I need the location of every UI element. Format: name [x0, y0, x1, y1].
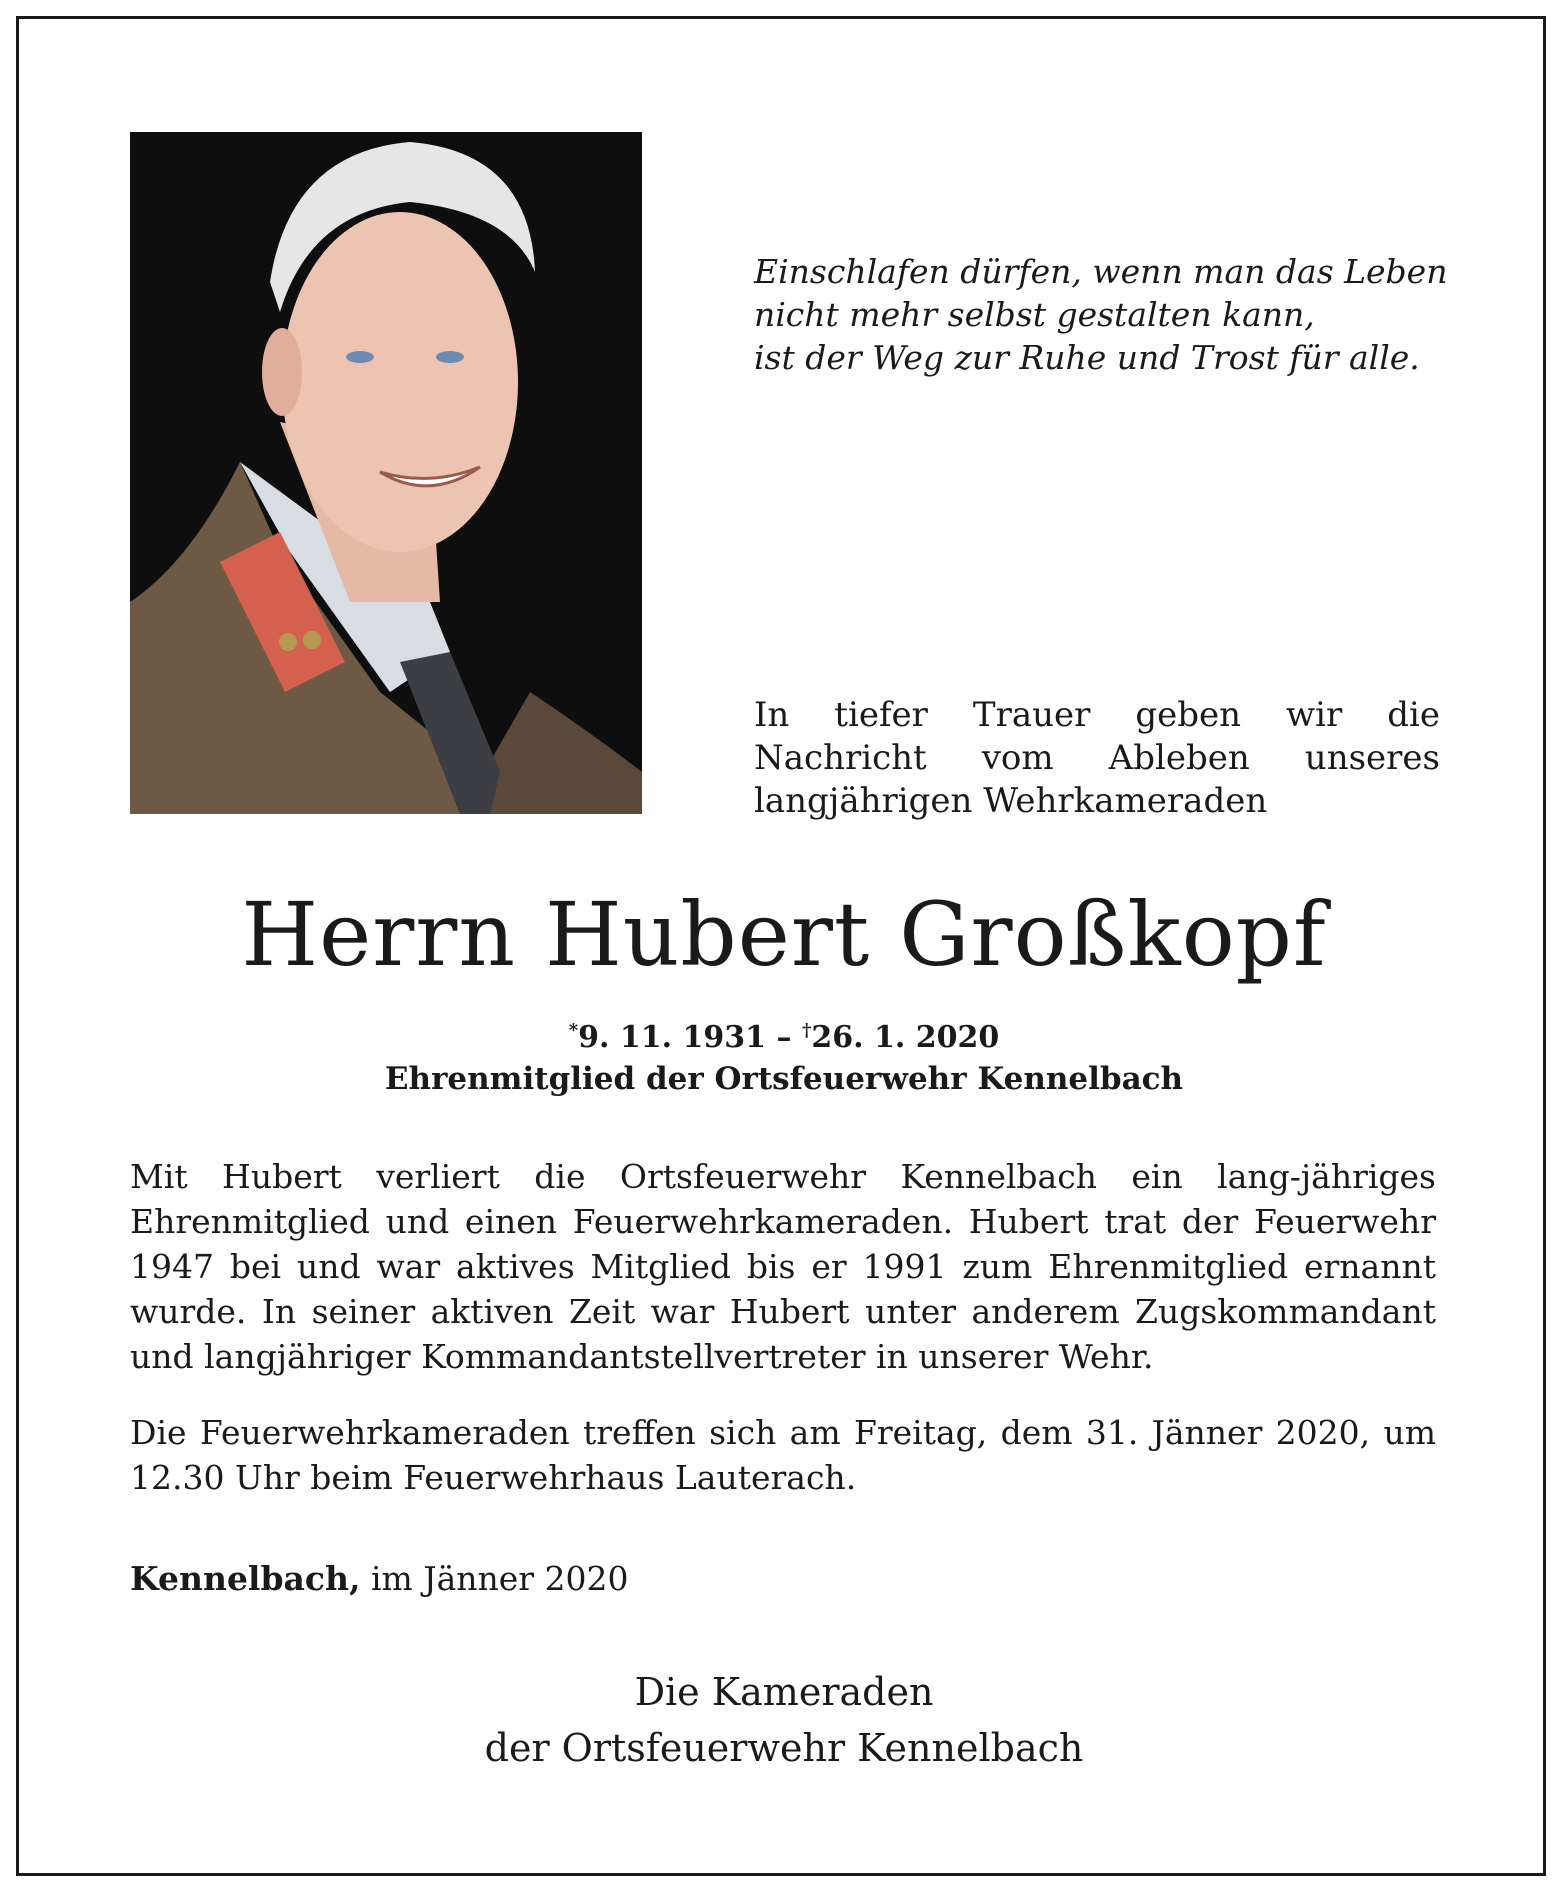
place-date-text: im Jänner 2020: [360, 1559, 629, 1598]
signature: [0, 1664, 1568, 1776]
motto-line: nicht mehr selbst gestalten kann,: [754, 295, 1315, 334]
meeting-paragraph: Die Feuerwehrkameraden treffen sich am Freitag, dem 31. Jänner 2020, um 12.30 Uhr beim Feuerwehrhaus Lauterach.: [130, 1413, 1436, 1497]
birth-symbol: *: [568, 1020, 579, 1041]
place-town: Kennelbach,: [130, 1559, 361, 1598]
body-paragraph: Mit Hubert verliert die Ortsfeuerwehr Kennelbach ein lang-jähriges Ehrenmitglied und einen Feuerwehrkameraden. Hubert trat der Feuerwehr 1947 bei und war aktives Mitglied bis er 1991 zum Ehrenmitglied ernannt wurde. In seiner aktiven Zeit war Hubert unter anderem Zugskommandant und langjähriger Kommandantstellvertreter in unserer Wehr.: [130, 1157, 1436, 1376]
life-dates: [0, 1018, 1568, 1058]
place-date: [130, 1556, 629, 1601]
portrait-photo: [130, 132, 642, 814]
date-separator: –: [766, 1020, 802, 1055]
intro-text: In tiefer Trauer geben wir die Nachricht vom Ableben unseres langjährigen Wehrkameraden: [754, 695, 1440, 821]
motto-line: Einschlafen dürfen, wenn man das Leben: [754, 252, 1448, 291]
motto-line: ist der Weg zur Ruhe und Trost für alle.: [754, 338, 1420, 377]
signature-line-1: Die Kameraden: [634, 1670, 934, 1714]
honor-title: Ehrenmitglied der Ortsfeuerwehr Kennelbach: [384, 1061, 1184, 1097]
signature-line-2: der Ortsfeuerwehr Kennelbach: [484, 1726, 1084, 1770]
death-date: 26. 1. 2020: [811, 1020, 1000, 1055]
motto-quote: [754, 250, 1474, 379]
deceased-name: Herrn Hubert Großkopf: [241, 883, 1327, 986]
death-symbol: †: [801, 1020, 812, 1041]
birth-date: 9. 11. 1931: [578, 1020, 767, 1055]
